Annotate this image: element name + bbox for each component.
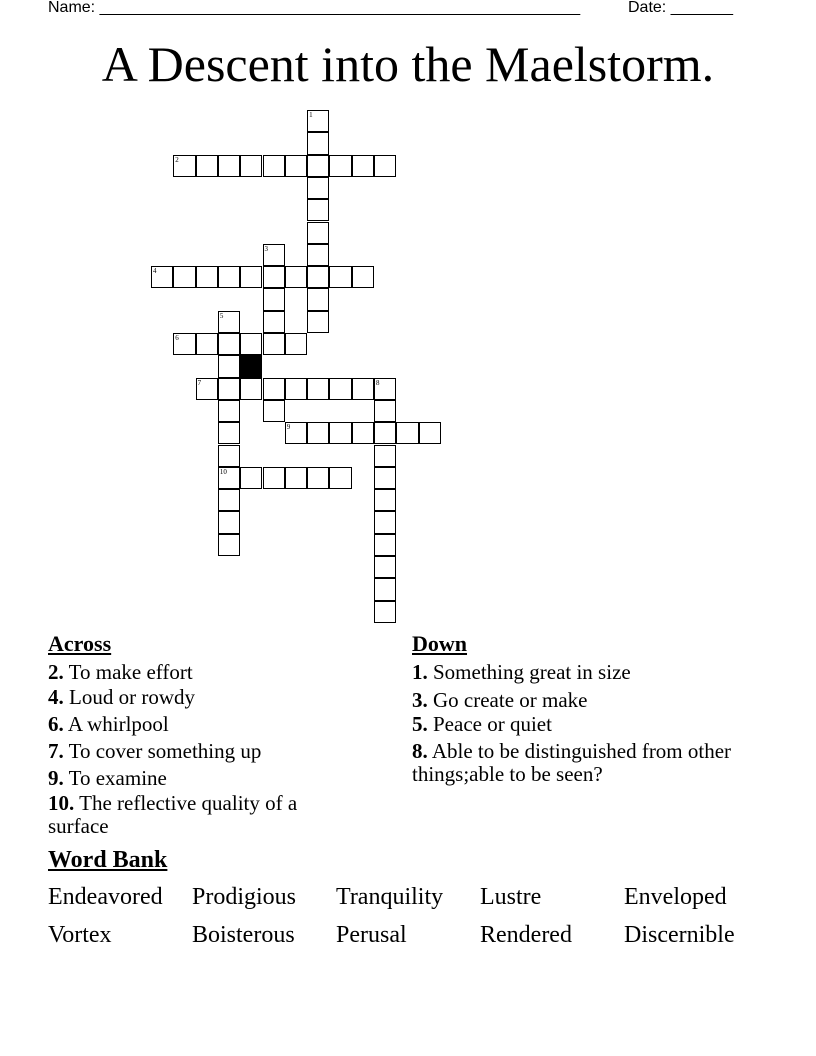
clue-number: 1 xyxy=(309,111,313,119)
grid-cell[interactable] xyxy=(396,422,418,444)
word-bank-word: Enveloped xyxy=(624,884,727,910)
across-clue: 9. To examine xyxy=(48,766,167,790)
grid-cell[interactable] xyxy=(218,311,240,333)
grid-cell[interactable] xyxy=(218,422,240,444)
clue-number: 4 xyxy=(153,267,157,276)
grid-cell[interactable] xyxy=(173,266,195,288)
grid-cell[interactable] xyxy=(218,467,240,489)
grid-cell[interactable] xyxy=(374,400,396,422)
grid-block xyxy=(240,355,262,377)
clue-number: 7 xyxy=(197,378,202,387)
across-clue: 10. The reflective quality of a surface xyxy=(48,791,298,838)
grid-cell[interactable] xyxy=(240,155,262,177)
grid-cell[interactable] xyxy=(307,199,329,221)
clue-number: 6 xyxy=(175,334,179,342)
grid-cell[interactable] xyxy=(173,155,195,177)
grid-cell[interactable] xyxy=(240,266,262,288)
across-clue: 6. A whirlpool xyxy=(48,712,169,736)
grid-cell[interactable] xyxy=(374,534,396,556)
grid-cell[interactable] xyxy=(240,467,262,489)
grid-cell[interactable] xyxy=(263,333,285,355)
grid-cell[interactable] xyxy=(352,266,374,288)
grid-cell[interactable] xyxy=(285,422,307,444)
grid-cell[interactable] xyxy=(352,155,374,177)
grid-cell[interactable] xyxy=(352,378,374,400)
grid-cell[interactable] xyxy=(307,467,329,489)
grid-cell[interactable] xyxy=(196,333,218,355)
clue-number: 5 xyxy=(219,311,224,320)
down-clue: 3. Go create or make xyxy=(412,688,588,712)
grid-cell[interactable] xyxy=(196,155,218,177)
grid-cell[interactable] xyxy=(218,511,240,533)
word-bank-word: Perusal xyxy=(336,922,407,948)
down-heading: Down xyxy=(412,631,468,656)
grid-cell[interactable] xyxy=(263,400,285,422)
grid-cell[interactable] xyxy=(374,511,396,533)
across-clue: 2. To make effort xyxy=(48,660,193,684)
grid-cell[interactable] xyxy=(151,266,173,288)
date-field: Date: _______ xyxy=(628,0,733,16)
across-heading: Across xyxy=(48,631,112,656)
word-bank-word: Lustre xyxy=(480,884,542,910)
down-clue: 8. Able to be distinguished from other things;able to be seen? xyxy=(412,739,732,786)
grid-cell[interactable] xyxy=(329,422,351,444)
down-clue: 5. Peace or quiet xyxy=(412,712,552,736)
across-clue: 4. Loud or rowdy xyxy=(48,685,195,709)
grid-cell[interactable] xyxy=(374,155,396,177)
grid-cell[interactable] xyxy=(218,355,240,377)
clue-number: 8 xyxy=(376,378,380,387)
grid-cell[interactable] xyxy=(218,445,240,467)
across-clue: 7. To cover something up xyxy=(48,739,262,763)
grid-cell[interactable] xyxy=(307,378,329,400)
grid-cell[interactable] xyxy=(374,378,396,400)
grid-cell[interactable] xyxy=(329,266,351,288)
name-field: Name: ______________________________________________________ xyxy=(48,0,581,16)
grid-cell[interactable] xyxy=(263,467,285,489)
page-title: A Descent into the Maelstorm. xyxy=(101,36,715,92)
grid-cell[interactable] xyxy=(307,155,329,177)
word-bank-word: Prodigious xyxy=(192,884,297,910)
grid-cell[interactable] xyxy=(307,177,329,199)
grid-cell[interactable] xyxy=(374,489,396,511)
grid-cell[interactable] xyxy=(307,288,329,310)
clue-number: 9 xyxy=(286,423,291,432)
word-bank-word: Discernible xyxy=(624,922,735,948)
grid-cell[interactable] xyxy=(307,311,329,333)
grid-cell[interactable] xyxy=(263,244,285,266)
word-bank-word: Rendered xyxy=(480,922,572,948)
grid-cell[interactable] xyxy=(218,534,240,556)
grid-cell[interactable] xyxy=(307,132,329,154)
grid-cell[interactable] xyxy=(352,422,374,444)
clue-number: 2 xyxy=(175,155,179,164)
grid-cell[interactable] xyxy=(263,288,285,310)
word-bank-word: Tranquility xyxy=(336,884,444,910)
grid-cell[interactable] xyxy=(374,422,396,444)
grid-cell[interactable] xyxy=(285,266,307,288)
grid-cell[interactable] xyxy=(307,244,329,266)
grid-cell[interactable] xyxy=(285,378,307,400)
grid-cell[interactable] xyxy=(374,556,396,578)
grid-cell[interactable] xyxy=(285,467,307,489)
grid-cell[interactable] xyxy=(218,155,240,177)
clue-number: 10 xyxy=(219,467,227,476)
grid-cell[interactable] xyxy=(329,467,351,489)
grid-cell[interactable] xyxy=(374,467,396,489)
grid-cell[interactable] xyxy=(307,422,329,444)
word-bank-word: Endeavored xyxy=(48,884,163,910)
grid-cell[interactable] xyxy=(218,489,240,511)
grid-cell[interactable] xyxy=(285,333,307,355)
grid-cell[interactable] xyxy=(307,222,329,244)
grid-cell[interactable] xyxy=(218,400,240,422)
grid-cell[interactable] xyxy=(307,110,329,132)
grid-cell[interactable] xyxy=(263,378,285,400)
grid-cell[interactable] xyxy=(218,333,240,355)
grid-cell[interactable] xyxy=(263,155,285,177)
grid-cell[interactable] xyxy=(329,155,351,177)
word-bank-heading: Word Bank xyxy=(48,847,168,873)
word-bank-word: Vortex xyxy=(48,922,112,948)
grid-cell[interactable] xyxy=(285,155,307,177)
grid-cell[interactable] xyxy=(218,266,240,288)
grid-cell[interactable] xyxy=(196,266,218,288)
grid-cell[interactable] xyxy=(307,266,329,288)
grid-cell[interactable] xyxy=(374,601,396,623)
down-clue: 1. Something great in size xyxy=(412,660,631,684)
grid-cell[interactable] xyxy=(329,378,351,400)
grid-cell[interactable] xyxy=(374,445,396,467)
grid-cell[interactable] xyxy=(240,333,262,355)
clue-number: 3 xyxy=(264,244,268,253)
grid-cell[interactable] xyxy=(218,378,240,400)
grid-cell[interactable] xyxy=(374,578,396,600)
word-bank-word: Boisterous xyxy=(192,922,295,948)
grid-cell[interactable] xyxy=(173,333,195,355)
grid-cell[interactable] xyxy=(419,422,441,444)
grid-cell[interactable] xyxy=(240,378,262,400)
grid-cell[interactable] xyxy=(263,311,285,333)
grid-cell[interactable] xyxy=(196,378,218,400)
grid-cell[interactable] xyxy=(263,266,285,288)
